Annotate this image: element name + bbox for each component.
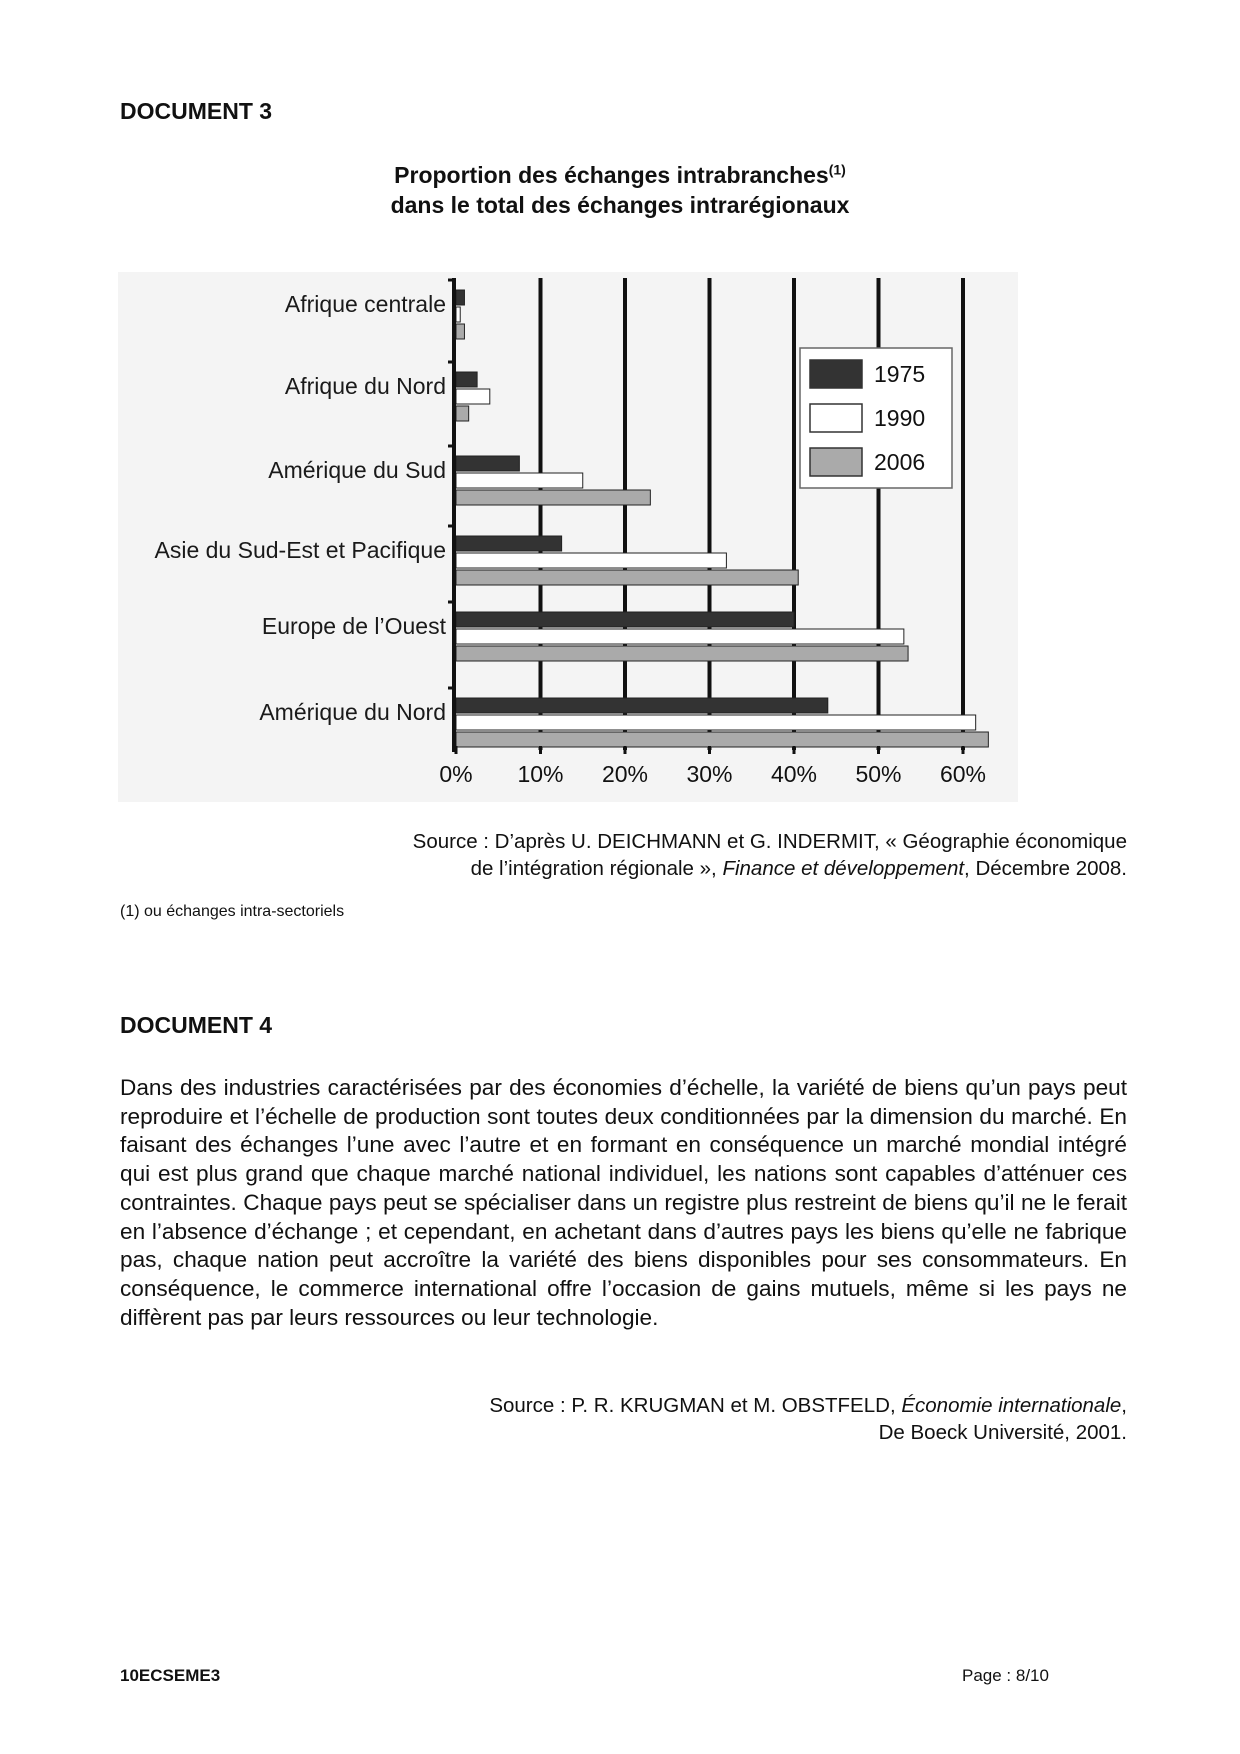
source-date: , Décembre 2008. — [964, 857, 1127, 880]
bar — [456, 536, 562, 551]
bar — [456, 389, 490, 404]
document-3-source-line-2 — [413, 855, 1127, 882]
x-tick-label: 20% — [601, 761, 649, 787]
source-book: Économie internationale — [901, 1394, 1122, 1417]
bar — [456, 290, 464, 305]
bar — [456, 406, 469, 421]
bar — [456, 698, 828, 713]
bar — [456, 553, 726, 568]
category-label: Afrique centrale — [284, 291, 446, 317]
category-label: Europe de l’Ouest — [261, 613, 446, 639]
legend-label: 1975 — [874, 361, 926, 387]
chart-title-text: Proportion des échanges intrabranches — [394, 162, 829, 188]
legend-swatch — [810, 360, 862, 388]
x-tick-label: 0% — [439, 761, 473, 787]
category-label: Afrique du Nord — [284, 373, 446, 399]
footer-page-number: Page : 8/10 — [962, 1666, 1049, 1685]
document-4-source-line-1 — [489, 1392, 1127, 1419]
bar — [456, 612, 794, 627]
document-4-paragraph: Dans des industries caractérisées par des économies d’échelle, la variété de biens qu’un pays peut reproduire et l’échelle de production sont toutes deux conditionnées par la dimension du marché. En faisant des échanges l’une avec l’autre et en formant en conséquence un marché mondial intégré qui est plus grand que chaque marché national individuel, les nations sont capables d’atténuer ces contraintes. Chaque pays peut se spécialiser dans un registre plus restreint de biens qu’il ne le ferait en l’absence d’échange ; et cependant, en achetant dans d’autres pays les biens qu’elle ne fabrique pas, chaque nation peut accroître la variété des biens disponibles pour ses consommateurs. En conséquence, le commerce international offre l’occasion de gains mutuels, même si les pays ne diffèrent pas par leurs ressources ou leur technologie. — [120, 1075, 1127, 1330]
document-4-heading: DOCUMENT 4 — [120, 1012, 273, 1038]
bar — [456, 570, 798, 585]
legend-label: 1990 — [874, 405, 926, 431]
bar — [456, 490, 650, 505]
source-punct: , — [1121, 1394, 1127, 1417]
document-3-source — [413, 828, 1127, 882]
category-label: Asie du Sud-Est et Pacifique — [154, 537, 446, 563]
x-tick-label: 10% — [517, 761, 564, 787]
source-text: de l’intégration régionale », — [470, 857, 723, 880]
bar — [456, 307, 460, 322]
footnote: (1) ou échanges intra-sectoriels — [120, 903, 345, 920]
bar — [456, 629, 904, 644]
category-label: Amérique du Nord — [259, 699, 446, 725]
bar — [456, 715, 976, 730]
source-text: Source : P. R. KRUGMAN et M. OBSTFELD, — [489, 1394, 902, 1417]
category-label: Amérique du Sud — [268, 457, 446, 483]
source-journal: Finance et développement — [722, 857, 965, 880]
bar — [456, 372, 477, 387]
chart-title-line-2: dans le total des échanges intrarégionaux — [390, 192, 850, 218]
legend-swatch — [810, 448, 862, 476]
legend-label: 2006 — [874, 449, 926, 475]
bar — [456, 646, 908, 661]
bar — [456, 473, 583, 488]
x-tick-label: 60% — [939, 761, 987, 787]
document-4-source-line-2: De Boeck Université, 2001. — [878, 1421, 1127, 1444]
chart-title-footnote-ref: (1) — [828, 161, 846, 178]
bar-chart — [118, 272, 1018, 802]
bar — [456, 456, 519, 471]
bar — [456, 324, 464, 339]
x-tick-label: 50% — [855, 761, 902, 787]
footer-code: 10ECSEME3 — [120, 1666, 221, 1685]
chart-title-line-1 — [0, 160, 1240, 190]
chart-title — [0, 160, 1240, 220]
legend-swatch — [810, 404, 862, 432]
document-3-heading: DOCUMENT 3 — [120, 98, 273, 124]
bar — [456, 732, 988, 747]
x-tick-label: 40% — [770, 761, 818, 787]
document-3-source-line-1: Source : D’après U. DEICHMANN et G. INDERMIT, « Géographie économique — [412, 830, 1127, 853]
x-tick-label: 30% — [686, 761, 733, 787]
document-4-source — [489, 1392, 1127, 1446]
